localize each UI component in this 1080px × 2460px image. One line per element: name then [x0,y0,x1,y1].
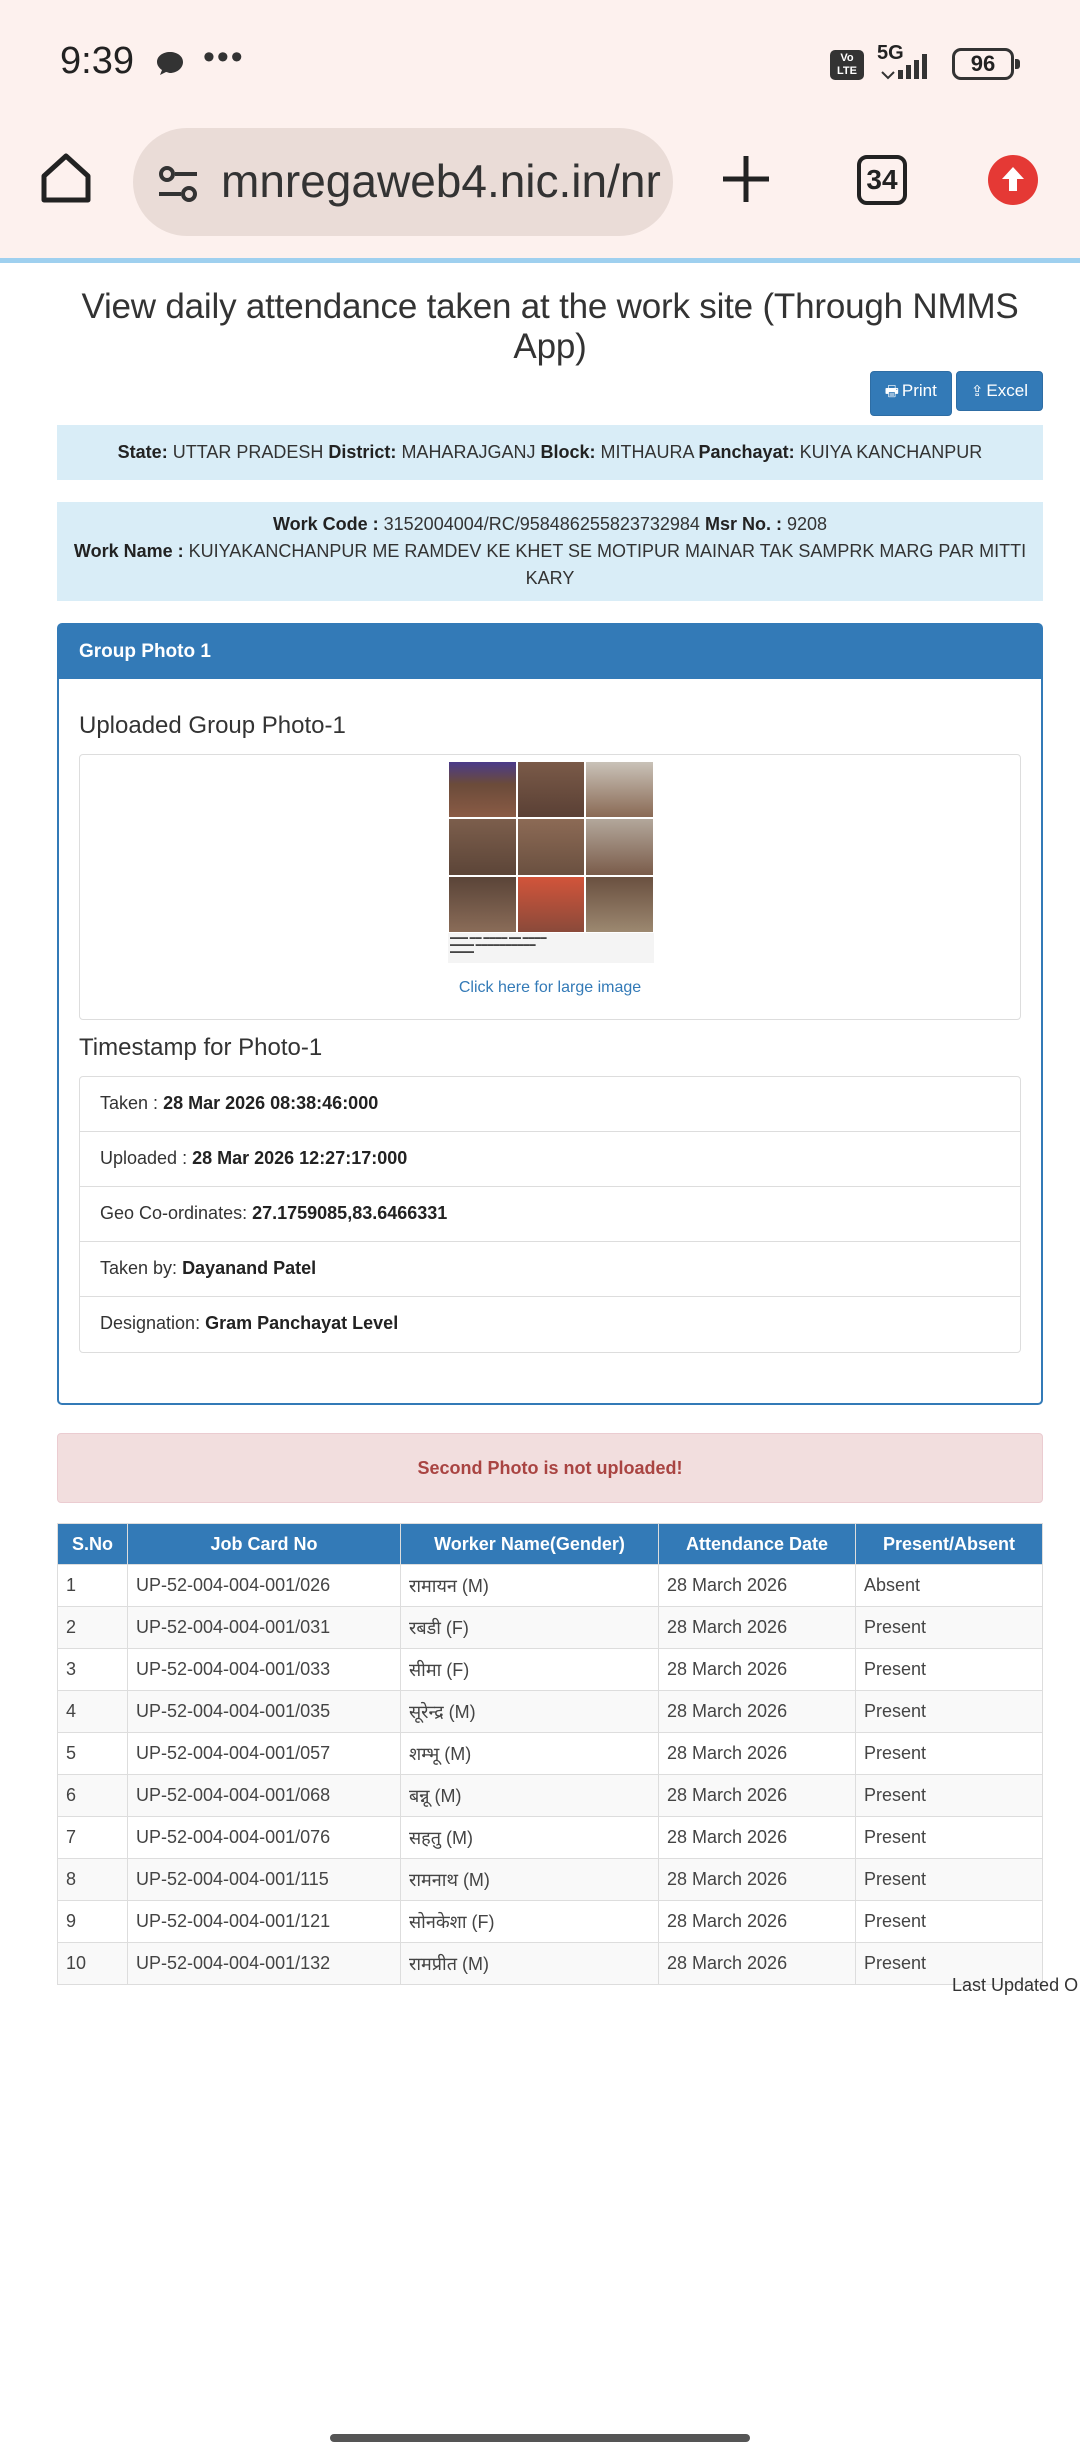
panel-heading: Group Photo 1 [59,625,1041,679]
cell-worker-name: शम्भू (M) [401,1733,659,1775]
face-thumb [585,818,654,875]
print-button[interactable]: 🖶 Print [870,371,952,416]
face-thumb [517,818,586,875]
cell-worker-name: सीमा (F) [401,1649,659,1691]
designation: Designation: Gram Panchayat Level [100,1313,399,1333]
cell-sno: 1 [58,1565,128,1607]
cell-job-card: UP-52-004-004-001/035 [128,1691,401,1733]
cell-sno: 8 [58,1859,128,1901]
cell-sno: 10 [58,1943,128,1985]
volte-icon: Vo LTE [830,50,864,80]
table-header-row [58,1524,1043,1565]
col-present-absent: Present/Absent [856,1524,1043,1565]
site-settings-icon[interactable] [157,163,199,205]
cell-status: Present [856,1859,1043,1901]
cell-worker-name: सोनकेशा (F) [401,1901,659,1943]
cell-status: Present [856,1649,1043,1691]
col-sno: S.No [58,1524,128,1565]
table-row [58,1901,1043,1943]
cell-worker-name: सूरेन्द्र (M) [401,1691,659,1733]
cell-status: Present [856,1691,1043,1733]
cell-sno: 4 [58,1691,128,1733]
geo-coordinates: Geo Co-ordinates: 27.1759085,83.6466331 [80,1187,1020,1242]
group-photo-panel [57,623,1043,1405]
face-thumb [448,818,517,875]
uploaded-time: Uploaded : 28 Mar 2026 12:27:17:000 [80,1132,1020,1187]
clock: 9:39 [60,40,134,82]
col-job-card: Job Card No [128,1524,401,1565]
cell-job-card: UP-52-004-004-001/026 [128,1565,401,1607]
col-worker-name: Worker Name(Gender) [401,1524,659,1565]
cell-sno: 7 [58,1817,128,1859]
cell-job-card: UP-52-004-004-001/076 [128,1817,401,1859]
work-info: Work Code : 3152004004/RC/958486255823732984 Msr No. : 9208 Work Name : KUIYAKANCHANPUR ME RAMDEV KE KHET SE MOTIPUR MAINAR TAK SAMPRK MARG PAR MITTI KARY [57,502,1043,601]
taken-time: Taken : 28 Mar 2026 08:38:46:000 [80,1077,1020,1132]
cell-sno: 3 [58,1649,128,1691]
page-title: View daily attendance taken at the work site (Through NMMS App) [81,287,1019,366]
cell-date: 28 March 2026 [659,1943,856,1985]
cell-status: Present [856,1775,1043,1817]
cell-date: 28 March 2026 [659,1565,856,1607]
signal-icon [880,50,940,80]
cell-job-card: UP-52-004-004-001/057 [128,1733,401,1775]
cell-status: Present [856,1607,1043,1649]
more-notifications-icon: ••• [203,38,245,76]
cell-date: 28 March 2026 [659,1649,856,1691]
face-thumb [585,761,654,818]
chat-bubble-icon [155,50,185,76]
status-bar [0,0,1080,124]
cell-status: Present [856,1943,1043,1985]
cell-worker-name: सहतु (M) [401,1817,659,1859]
cell-date: 28 March 2026 [659,1775,856,1817]
export-icon: ⇪ [970,383,984,400]
cell-status: Present [856,1733,1043,1775]
cell-sno: 9 [58,1901,128,1943]
tab-switcher-button[interactable]: 34 [857,155,907,205]
face-thumb [517,761,586,818]
cell-status: Absent [856,1565,1043,1607]
network-type: 5G [877,42,904,64]
cell-status: Present [856,1901,1043,1943]
cell-worker-name: रामनाथ (M) [401,1859,659,1901]
taken-by: Taken by: Dayanand Patel [80,1242,1020,1297]
url-text[interactable]: mnregaweb4.nic.in/nr [221,155,661,207]
cell-date: 28 March 2026 [659,1859,856,1901]
cell-job-card: UP-52-004-004-001/132 [128,1943,401,1985]
timestamp-heading: Timestamp for Photo-1 [79,1034,323,1061]
cell-job-card: UP-52-004-004-001/115 [128,1859,401,1901]
new-tab-icon[interactable] [717,150,775,208]
home-icon[interactable] [38,150,94,206]
second-photo-alert: Second Photo is not uploaded! [57,1433,1043,1503]
col-attendance-date: Attendance Date [659,1524,856,1565]
page-content [57,263,1043,1985]
excel-button[interactable]: ⇪ Excel [956,371,1043,411]
large-image-link[interactable]: Click here for large image [458,979,642,996]
upload-icon[interactable] [988,155,1038,205]
cell-job-card: UP-52-004-004-001/031 [128,1607,401,1649]
printer-icon: 🖶 [884,383,899,400]
cell-sno: 2 [58,1607,128,1649]
group-photo[interactable] [448,761,654,963]
uploaded-photo-heading: Uploaded Group Photo-1 [79,712,346,739]
cell-job-card: UP-52-004-004-001/068 [128,1775,401,1817]
face-thumb [585,876,654,933]
gesture-bar[interactable] [330,2434,750,2442]
cell-sno: 6 [58,1775,128,1817]
table-row [58,1565,1043,1607]
table-row [58,1733,1043,1775]
table-row [58,1817,1043,1859]
cell-worker-name: बन्नू (M) [401,1775,659,1817]
cell-date: 28 March 2026 [659,1901,856,1943]
table-row [58,1859,1043,1901]
cell-worker-name: रामायन (M) [401,1565,659,1607]
face-thumb [448,876,517,933]
cell-job-card: UP-52-004-004-001/033 [128,1649,401,1691]
cell-date: 28 March 2026 [659,1691,856,1733]
face-thumb [517,876,586,933]
cell-date: 28 March 2026 [659,1817,856,1859]
timestamp-list [79,1076,1021,1353]
photo-container [79,754,1021,1020]
attendance-table [57,1523,1043,1985]
cell-sno: 5 [58,1733,128,1775]
cell-worker-name: रामप्रीत (M) [401,1943,659,1985]
battery-indicator: 96 [952,48,1014,80]
address-bar[interactable] [133,128,673,236]
last-updated: Last Updated O [952,1975,1079,1995]
table-row [58,1775,1043,1817]
cell-date: 28 March 2026 [659,1607,856,1649]
table-row [58,1607,1043,1649]
photo-caption: ▬▬▬ ▬▬ ▬▬▬▬ ▬▬ ▬▬▬▬ ▬▬▬▬ ▬▬▬▬▬▬▬▬▬▬ ▬▬▬▬ [450,935,547,955]
table-row [58,1649,1043,1691]
table-row [58,1691,1043,1733]
face-thumb [448,761,517,818]
cell-status: Present [856,1817,1043,1859]
cell-job-card: UP-52-004-004-001/121 [128,1901,401,1943]
location-info: State: UTTAR PRADESH District: MAHARAJGANJ Block: MITHAURA Panchayat: KUIYA KANCHANPUR [57,425,1043,480]
table-row [58,1943,1043,1985]
cell-worker-name: रबडी (F) [401,1607,659,1649]
cell-date: 28 March 2026 [659,1733,856,1775]
